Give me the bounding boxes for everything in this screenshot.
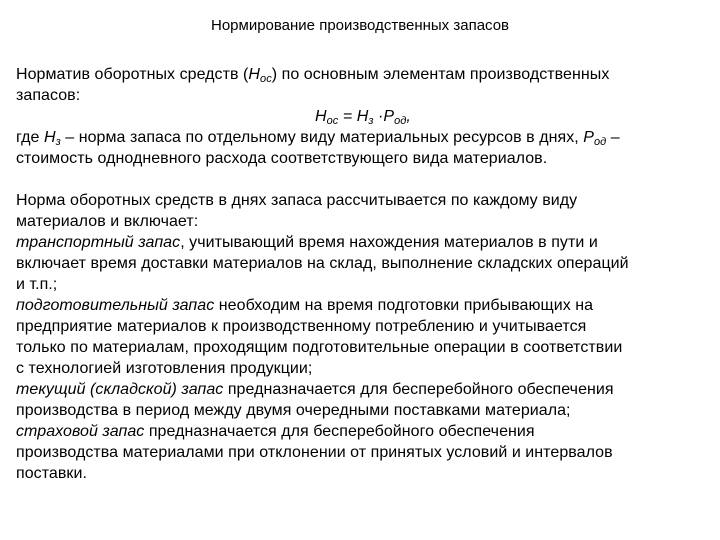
prep-line-1 — [16, 295, 712, 316]
safety-term: страховой запас — [16, 423, 145, 440]
current-line-1 — [16, 379, 712, 400]
transport-line-2: включает время доставки материалов на склад, выполнение складских операций — [16, 255, 629, 272]
where-nz — [44, 129, 61, 146]
safety-line-3: поставки. — [16, 465, 87, 482]
formula-lhs-sub: ос — [326, 115, 339, 127]
current-line-2: производства в период между двумя очередными поставками материала; — [16, 402, 571, 419]
where-nz-letter: Н — [44, 129, 56, 146]
current-term: текущий (складской) запас — [16, 381, 224, 398]
formula-p-letter: Р — [383, 108, 395, 125]
where-text-end: – — [606, 129, 620, 146]
formula-nz-sub: з — [368, 115, 374, 127]
formula-nz-letter: Н — [356, 108, 369, 125]
h-subscript: ос — [260, 73, 272, 85]
formula-lhs — [315, 108, 338, 125]
where-line-2: стоимость однодневного расхода соответствующего вида материалов. — [16, 150, 548, 167]
paragraph-gap — [16, 169, 712, 190]
where-p-sub: од — [593, 136, 607, 148]
intro-line-2: запасов: — [16, 87, 81, 104]
formula-dot: · — [373, 108, 384, 125]
formula — [16, 106, 712, 127]
where-p — [583, 129, 606, 146]
formula-p — [383, 108, 406, 125]
safety-text: предназначается для бесперебойного обеспечения — [144, 423, 535, 440]
transport-line-1 — [16, 232, 712, 253]
intro-line-1 — [16, 64, 712, 85]
slide-title: Нормирование производственных запасов — [210, 17, 510, 34]
intro-text-a: Норматив оборотных средств ( — [16, 66, 249, 83]
intro-text-b: ) по основным элементам производственных — [271, 66, 610, 83]
transport-term: транспортный запас — [16, 234, 181, 251]
prep-text: необходим на время подготовки прибывающих на — [214, 297, 594, 314]
prep-line-2: предприятие материалов к производственному потреблению и учитывается — [16, 318, 587, 335]
norm-line-1: Норма оборотных средств в днях запаса рассчитывается по каждому виду — [16, 192, 578, 209]
current-text: предназначается для бесперебойного обеспечения — [223, 381, 614, 398]
prep-line-4: с технологией изготовления продукции; — [16, 360, 313, 377]
h-letter: Н — [248, 66, 261, 83]
formula-p-sub: од — [394, 115, 407, 127]
transport-line-3: и т.п.; — [16, 276, 58, 293]
formula-nz — [357, 108, 374, 125]
where-text: – норма запаса по отдельному виду материальных ресурсов в днях, — [60, 129, 584, 146]
formula-lhs-letter: Н — [315, 108, 327, 125]
h-oc-symbol — [248, 66, 271, 83]
where-line-1 — [16, 127, 712, 148]
safety-line-1 — [16, 421, 712, 442]
transport-text: , учитывающий время нахождения материалов в пути и — [180, 234, 598, 251]
safety-line-2: производства материалами при отклонении от принятых условий и интервалов — [16, 444, 613, 461]
norm-line-2: материалов и включает: — [16, 213, 199, 230]
where-prefix: где — [16, 129, 44, 146]
slide-body — [16, 64, 712, 484]
formula-eq: = — [338, 108, 357, 125]
where-p-letter: Р — [583, 129, 594, 146]
formula-tail: , — [406, 108, 411, 125]
prep-line-3: только по материалам, проходящим подготовительные операции в соответствии — [16, 339, 623, 356]
where-nz-sub: з — [55, 136, 61, 148]
prep-term: подготовительный запас — [16, 297, 215, 314]
